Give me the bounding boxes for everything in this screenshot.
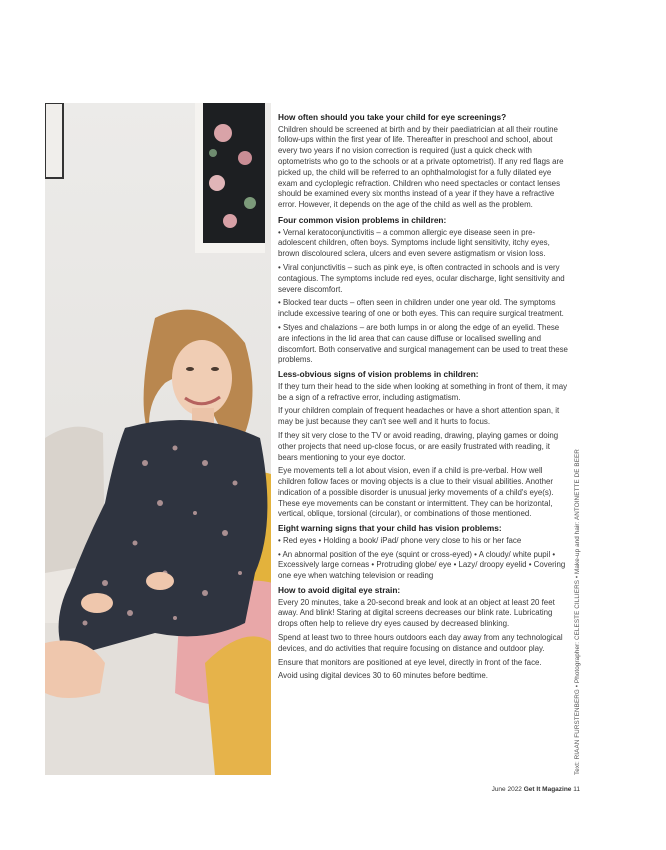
paragraph: • Styes and chalazions – are both lumps in or along the edge of an eyelid. These are infections in the lid area that can cause diffuse or localised swelling and discomfort. Both conservative and surgical management can be used to treat these problems. (278, 322, 568, 365)
page-folio (492, 786, 580, 793)
section-heading-digital-eye-strain: How to avoid digital eye strain: (278, 585, 401, 596)
issue-date: June 2022 (491, 786, 522, 793)
article-column (271, 103, 571, 775)
paragraph: If your children complain of frequent headaches or have a short attention span, it may be just because they can't see well and it hurts to focus. (278, 406, 560, 427)
paragraph: If they turn their head to the side when looking at something in front of them, it may be a sign of a refractive error, including astigmatism. (278, 381, 568, 402)
magazine-name: Get It Magazine (523, 786, 572, 793)
section-heading-less-obvious-signs: Less-obvious signs of vision problems in children: (278, 369, 479, 380)
paragraph: • Vernal keratoconjunctivitis – a common allergic eye disease seen in pre-adolescent children, often boys. Symptoms include light sensitivity, itchy eyes, brown discoloured sclera, ulcers and even severe astigmatism or vision loss. (278, 227, 550, 259)
photo-credit: Text: RIAAN FURSTENBERG • Photographer: CELESTE CILLIERS • Make-up and hair: ANTOINETTE DE BEER (574, 449, 581, 775)
section-heading-screenings: How often should you take your child for eye screenings? (278, 112, 507, 122)
paragraph: Ensure that monitors are positioned at eye level, directly in front of the face. (278, 657, 542, 667)
paragraph: Children should be screened at birth and by their paediatrician at all their routine follow-ups within the first year of life. Thereafter in preschool and school, about every two years if no vision correction is required (just a quick check with optometrists who go to the schools or at a private optometrist). If any red flags are picked up, the child will be referred to an ophthalmologist for a fully dilated eye exam and cycloplegic refraction. Children who need spectacles or contact lenses should be examined every six months instead of a year if they have a refractive error. However, it depends on the age of the child as well as the problem. (278, 124, 564, 210)
portrait-illustration (45, 103, 273, 775)
paragraph: • Blocked tear ducts – often seen in children under one year old. The symptoms include excessive tearing of one or both eyes. This can require surgical treatment. (278, 298, 564, 319)
section-heading-common-problems: Four common vision problems in children: (278, 214, 447, 225)
paragraph: If they sit very close to the TV or avoid reading, drawing, playing games or doing other projects that need up-close focus, or are easily frustrated with reading, it bears mentioning to your eye doctor. (278, 430, 559, 462)
paragraph: • Viral conjunctivitis – such as pink eye, is often contracted in schools and is very contagious. The symptoms include red eyes, ocular discharge, light sensitivity and severe discomfort. (278, 262, 565, 294)
paragraph: Every 20 minutes, take a 20-second break and look at an object at least 20 feet away. And blink! Staring at digital screens decreases our blink rate. Lubricating drops often help to relieve dry eyes caused by decreased blinking. (278, 597, 555, 629)
paragraph: Eye movements tell a lot about vision, even if a child is pre-verbal. How well children follow faces or moving objects is a clue to their visual abilities. Another indication of a possible disorder is unusual jerky movements of a child's eye(s). These eye movements can be constant or intermittent. They can be horizontal, vertical, oblique, torsional (circular), or combinations of those mentioned. (278, 466, 554, 519)
left-frame (45, 103, 63, 178)
paragraph: • An abnormal position of the eye (squint or cross-eyed) • A cloudy/ white pupil • Excessively large corneas • Protruding globe/ eye • Lazy/ droopy eyelid • Covering one eye when watching television or reading (278, 549, 566, 581)
section-heading-warning-signs: Eight warning signs that your child has vision problems: (278, 523, 502, 534)
paragraph: Spend at least two to three hours outdoors each day away from any technological devices, and do activities that require focusing on distance and outdoor play. (278, 633, 563, 653)
paragraph: • Red eyes • Holding a book/ iPad/ phone very close to his or her face (278, 535, 522, 545)
page-number: 11 (573, 786, 580, 793)
paragraph: Avoid using digital devices 30 to 60 minutes before bedtime. (278, 671, 488, 681)
cover-photo (45, 103, 273, 775)
